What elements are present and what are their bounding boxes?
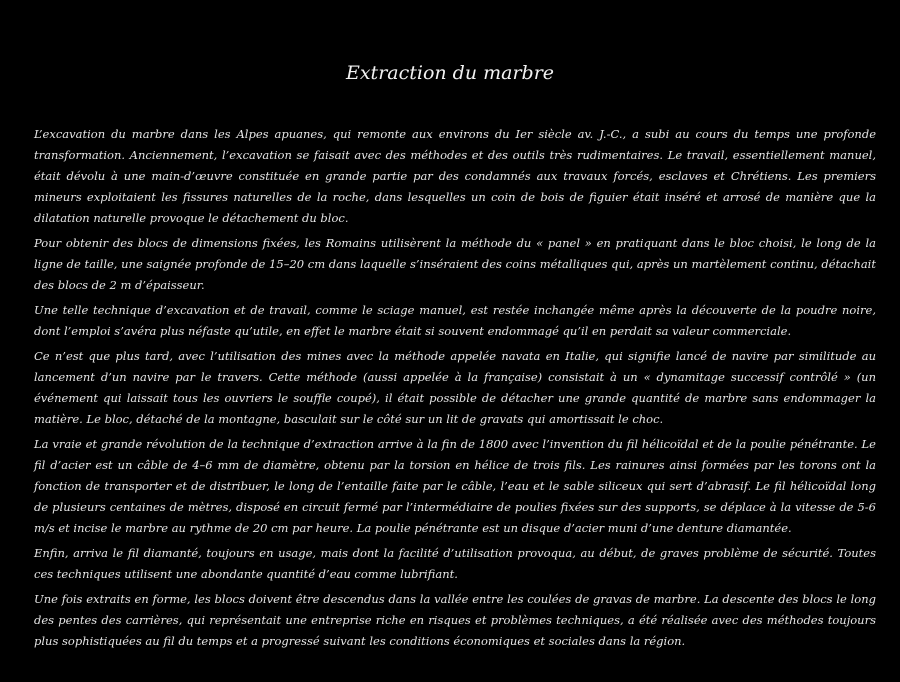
paragraph: La vraie et grande révolution de la technique d’extraction arrive à la fin de 1800 avec l’invention du fil hélicoïdal et de la poulie pénétrante. Le fil d’acier est un câble de 4–6 mm de diamètre, obtenu par la torsion en hélice de trois fils. Les rainures ainsi formées par les torons ont la fonction de transporter et de distribuer, le long de l’entaille faite par le câble, l’eau et le sable siliceux qui sert d’abrasif. Le fil hélicoïdal long de plusieurs centaines de mètres, disposé en circuit fermé par l’intermédiaire de poulies fixées sur des supports, se déplace à la vitesse de 5-6 m/s et incise le marbre au rythme de 20 cm par heure. La poulie pénétrante est un disque d’acier muni d’une denture diamantée. (34, 437, 876, 535)
paragraph: Ce n’est que plus tard, avec l’utilisation des mines avec la méthode appelée navata en Italie, qui signifie lancé de navire par similitude au lancement d’un navire par le travers. Cette méthode (aussi appelée à la française) consistait à un « dynamitage successif contrôlé » (un événement qui laissait tous les ouvriers le souffle coupé), il était possible de détacher une grande quantité de marbre sans endommager la matière. Le bloc, détaché de la montagne, basculait sur le côté sur un lit de gravats qui amortissait le choc. (34, 349, 876, 426)
article-body (34, 124, 876, 656)
paragraph: Une fois extraits en forme, les blocs doivent être descendus dans la vallée entre les coulées de gravas de marbre. La descente des blocs le long des pentes des carrières, qui représentait une entreprise riche en risques et problèmes techniques, a été réalisée avec des méthodes toujours plus sophistiquées au fil du temps et a progressé suivant les conditions économiques et sociales dans la région. (34, 592, 876, 648)
page-title: Extraction du marbre (345, 62, 555, 84)
paragraph: Une telle technique d’excavation et de travail, comme le sciage manuel, est restée inchangée même après la découverte de la poudre noire, dont l’emploi s’avéra plus néfaste qu’utile, en effet le marbre était si souvent endommagé qu’il en perdait sa valeur commerciale. (34, 303, 876, 338)
paragraph: Pour obtenir des blocs de dimensions fixées, les Romains utilisèrent la méthode du « panel » en pratiquant dans le bloc choisi, le long de la ligne de taille, une saignée profonde de 15–20 cm dans laquelle s’inséraient des coins métalliques qui, après un martèlement continu, détachait des blocs de 2 m d’épaisseur. (34, 236, 876, 292)
paragraph: Enfin, arriva le fil diamanté, toujours en usage, mais dont la facilité d’utilisation provoqua, au début, de graves problème de sécurité. Toutes ces techniques utilisent une abondante quantité d’eau comme lubrifiant. (34, 546, 876, 581)
paragraph: L’excavation du marbre dans les Alpes apuanes, qui remonte aux environs du Ier siècle av. J.-C., a subi au cours du temps une profonde transformation. Anciennement, l’excavation se faisait avec des méthodes et des outils très rudimentaires. Le travail, essentiellement manuel, était dévolu à une main-d’œuvre constituée en grande partie par des condamnés aux travaux forcés, esclaves et Chrétiens. Les premiers mineurs exploitaient les fissures naturelles de la roche, dans lesquelles un coin de bois de figuier était inséré et arrosé de manière que la dilatation naturelle provoque le détachement du bloc. (34, 127, 876, 225)
